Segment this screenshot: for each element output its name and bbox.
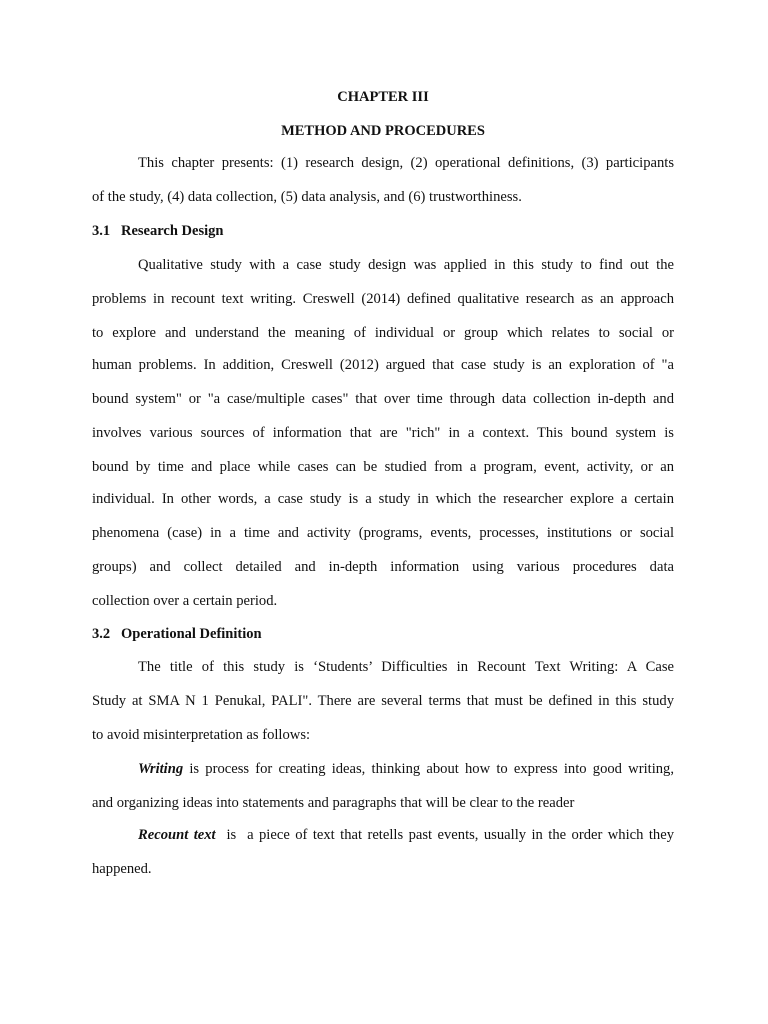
research-design-line-2: problems in recount text writing. Creswell (2014) defined qualitative research as an approach [92, 291, 674, 307]
research-design-line-10: groups) and collect detailed and in-depth information using various procedures data [92, 559, 674, 575]
intro-line-1: This chapter presents: (1) research design, (2) operational definitions, (3) participants [138, 155, 674, 171]
research-design-line-1: Qualitative study with a case study design was applied in this study to find out the [138, 257, 674, 273]
definition-text: is process for creating ideas, thinking about how to express into good writing, [183, 761, 674, 777]
intro-line-2: of the study, (4) data collection, (5) data analysis, and (6) trustworthiness. [92, 189, 522, 205]
definition-writing-line-1 [138, 760, 674, 778]
operational-definition-line-1: The title of this study is ‘Students’ Difficulties in Recount Text Writing: A Case [138, 659, 674, 675]
chapter-label: CHAPTER III [337, 89, 429, 105]
definition-term-recount-text: Recount text [138, 827, 216, 843]
chapter-title: METHOD AND PROCEDURES [281, 123, 485, 139]
definition-text: is a piece of text that retells past events, usually in the order which they [215, 827, 674, 843]
research-design-line-6: involves various sources of information that are "rich" in a context. This bound system is [92, 425, 674, 441]
definition-term-writing: Writing [138, 761, 184, 777]
research-design-line-9: phenomena (case) in a time and activity (programs, events, processes, institutions or social [92, 525, 674, 541]
definition-recount-line-2: happened. [92, 861, 152, 877]
section-number: 3.1 [92, 223, 111, 239]
section-title: Research Design [121, 223, 224, 239]
research-design-line-3: to explore and understand the meaning of individual or group which relates to social or [92, 325, 674, 341]
section-heading-research-design [92, 222, 223, 240]
definition-writing-line-2: and organizing ideas into statements and paragraphs that will be clear to the reader [92, 795, 575, 811]
definition-recount-line-1 [138, 826, 674, 844]
section-heading-operational-definition [92, 625, 262, 643]
research-design-line-7: bound by time and place while cases can be studied from a program, event, activity, or an [92, 459, 674, 475]
section-title: Operational Definition [121, 626, 262, 642]
research-design-line-5: bound system" or "a case/multiple cases" that over time through data collection in-depth and [92, 391, 674, 407]
research-design-line-8: individual. In other words, a case study is a study in which the researcher explore a certain [92, 491, 674, 507]
research-design-line-4: human problems. In addition, Creswell (2012) argued that case study is an exploration of "a [92, 357, 674, 373]
section-number: 3.2 [92, 626, 111, 642]
operational-definition-line-2: Study at SMA N 1 Penukal, PALI". There are several terms that must be defined in this study [92, 693, 674, 709]
operational-definition-line-3: to avoid misinterpretation as follows: [92, 727, 311, 743]
research-design-line-11: collection over a certain period. [92, 593, 278, 609]
document-page [92, 0, 674, 1024]
